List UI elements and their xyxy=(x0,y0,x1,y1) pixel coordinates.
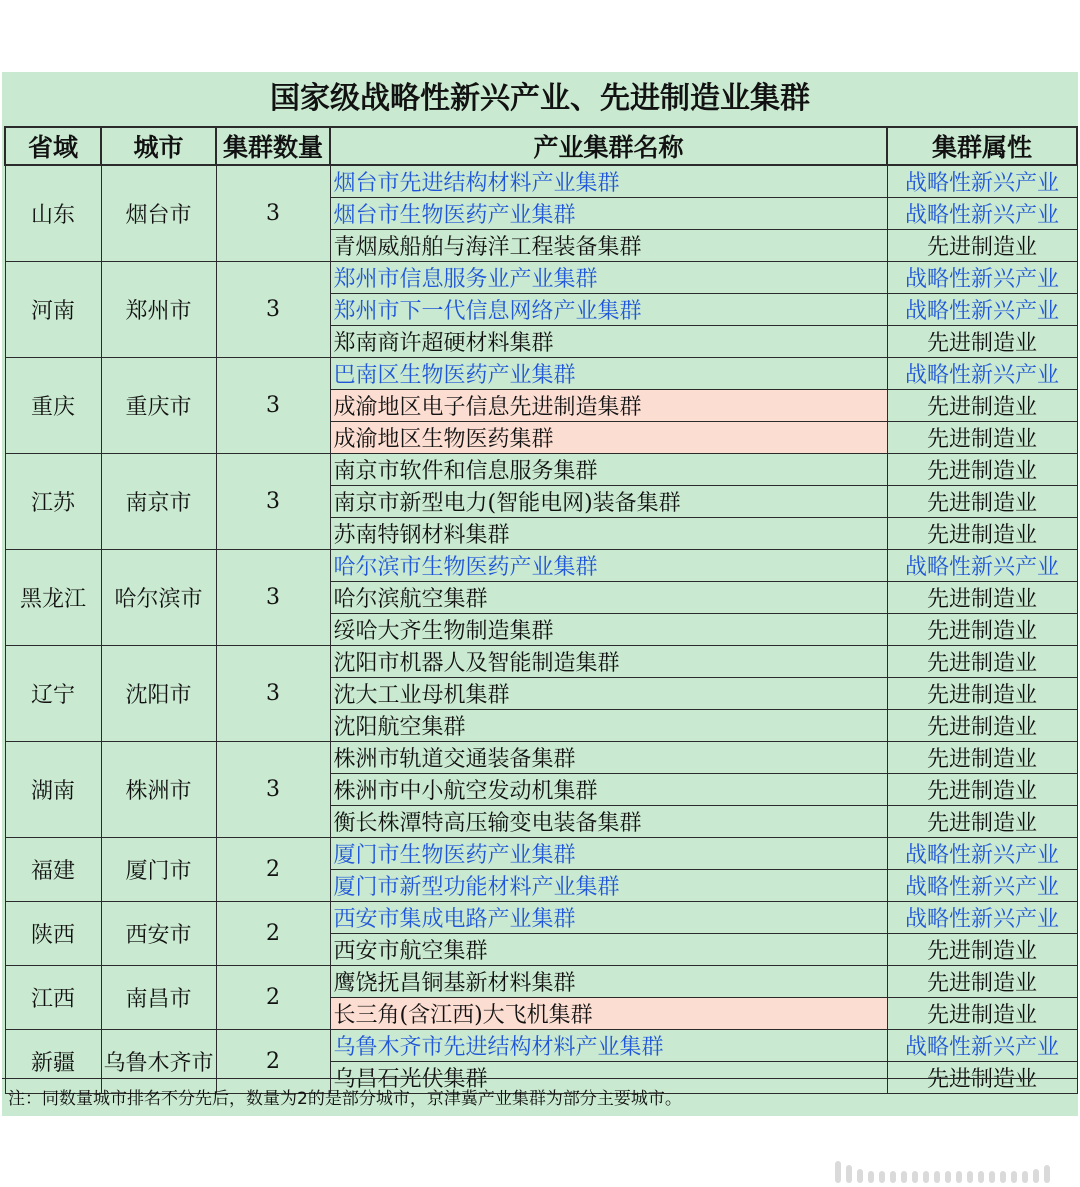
city-cell[interactable]: 南京市 xyxy=(101,454,216,550)
cluster-attribute-cell[interactable]: 先进制造业 xyxy=(887,582,1077,614)
province-cell[interactable]: 江西 xyxy=(5,966,101,1030)
cluster-name-cell[interactable]: 巴南区生物医药产业集群 xyxy=(330,358,887,390)
cluster-attribute-cell[interactable]: 战略性新兴产业 xyxy=(887,550,1077,582)
cluster-name-cell[interactable]: 南京市新型电力(智能电网)装备集群 xyxy=(330,486,887,518)
cluster-name-cell[interactable]: 绥哈大齐生物制造集群 xyxy=(330,614,887,646)
indicator-tick xyxy=(846,1165,852,1183)
cluster-attribute-cell[interactable]: 战略性新兴产业 xyxy=(887,1030,1077,1062)
header-city[interactable]: 城市 xyxy=(101,127,216,165)
cluster-attribute-cell[interactable]: 先进制造业 xyxy=(887,678,1077,710)
cluster-attribute-cell[interactable]: 先进制造业 xyxy=(887,486,1077,518)
indicator-tick xyxy=(857,1169,863,1183)
cluster-attribute-cell[interactable]: 战略性新兴产业 xyxy=(887,198,1077,230)
city-cell[interactable]: 西安市 xyxy=(101,902,216,966)
cluster-attribute-cell[interactable]: 先进制造业 xyxy=(887,230,1077,262)
cluster-name-cell[interactable]: 苏南特钢材料集群 xyxy=(330,518,887,550)
city-cell[interactable]: 乌鲁木齐市 xyxy=(101,1030,216,1094)
indicator-tick xyxy=(890,1171,896,1183)
cluster-name-cell[interactable]: 衡长株潭特高压输变电装备集群 xyxy=(330,806,887,838)
province-cell[interactable]: 河南 xyxy=(5,262,101,358)
count-cell[interactable]: 2 xyxy=(216,902,330,966)
cluster-name-cell[interactable]: 成渝地区电子信息先进制造集群 xyxy=(330,390,887,422)
cluster-attribute-cell[interactable]: 先进制造业 xyxy=(887,326,1077,358)
cluster-attribute-cell[interactable]: 先进制造业 xyxy=(887,998,1077,1030)
cluster-name-cell[interactable]: 株洲市轨道交通装备集群 xyxy=(330,742,887,774)
table-row xyxy=(5,358,1077,390)
indicator-tick xyxy=(868,1171,874,1183)
province-cell[interactable]: 辽宁 xyxy=(5,646,101,742)
header-cluster-attribute[interactable]: 集群属性 xyxy=(887,127,1077,165)
table-row xyxy=(5,742,1077,774)
city-cell[interactable]: 厦门市 xyxy=(101,838,216,902)
indicator-tick xyxy=(1022,1171,1028,1183)
cluster-name-cell[interactable]: 乌鲁木齐市先进结构材料产业集群 xyxy=(330,1030,887,1062)
indicator-tick xyxy=(945,1171,951,1183)
table-row xyxy=(5,966,1077,998)
table-row xyxy=(5,646,1077,678)
table-row xyxy=(5,902,1077,934)
cluster-name-cell[interactable]: 沈大工业母机集群 xyxy=(330,678,887,710)
indicator-tick xyxy=(1044,1165,1050,1183)
table-row xyxy=(5,838,1077,870)
cluster-attribute-cell[interactable]: 战略性新兴产业 xyxy=(887,165,1077,198)
indicator-tick xyxy=(912,1171,918,1183)
cluster-table xyxy=(4,126,1078,1094)
table-row xyxy=(5,454,1077,486)
cluster-name-cell[interactable]: 郑州市信息服务业产业集群 xyxy=(330,262,887,294)
province-cell[interactable]: 陕西 xyxy=(5,902,101,966)
cluster-attribute-cell[interactable]: 战略性新兴产业 xyxy=(887,838,1077,870)
cluster-attribute-cell[interactable]: 先进制造业 xyxy=(887,806,1077,838)
province-cell[interactable]: 湖南 xyxy=(5,742,101,838)
cluster-attribute-cell[interactable]: 先进制造业 xyxy=(887,390,1077,422)
city-cell[interactable]: 株洲市 xyxy=(101,742,216,838)
count-cell[interactable]: 3 xyxy=(216,646,330,742)
cluster-attribute-cell[interactable]: 战略性新兴产业 xyxy=(887,262,1077,294)
header-row xyxy=(5,127,1077,165)
cluster-attribute-cell[interactable]: 先进制造业 xyxy=(887,422,1077,454)
city-cell[interactable]: 重庆市 xyxy=(101,358,216,454)
cluster-attribute-cell[interactable]: 先进制造业 xyxy=(887,774,1077,806)
indicator-tick xyxy=(835,1161,841,1183)
indicator-tick xyxy=(1033,1169,1039,1183)
province-cell[interactable]: 江苏 xyxy=(5,454,101,550)
cluster-name-cell[interactable]: 青烟威船舶与海洋工程装备集群 xyxy=(330,230,887,262)
count-cell[interactable]: 3 xyxy=(216,454,330,550)
cluster-name-cell[interactable]: 哈尔滨市生物医药产业集群 xyxy=(330,550,887,582)
table-row xyxy=(5,1030,1077,1062)
indicator-tick xyxy=(1011,1171,1017,1183)
count-cell[interactable]: 3 xyxy=(216,550,330,646)
cluster-attribute-cell[interactable]: 战略性新兴产业 xyxy=(887,902,1077,934)
indicator-tick xyxy=(901,1171,907,1183)
cluster-attribute-cell[interactable]: 先进制造业 xyxy=(887,1062,1077,1094)
count-cell[interactable]: 2 xyxy=(216,1030,330,1094)
province-cell[interactable]: 福建 xyxy=(5,838,101,902)
cluster-attribute-cell[interactable]: 先进制造业 xyxy=(887,518,1077,550)
cluster-name-cell[interactable]: 郑南商许超硬材料集群 xyxy=(330,326,887,358)
table-row xyxy=(5,165,1077,198)
indicator-tick xyxy=(978,1171,984,1183)
cluster-name-cell[interactable]: 烟台市先进结构材料产业集群 xyxy=(330,165,887,198)
cluster-attribute-cell[interactable]: 先进制造业 xyxy=(887,966,1077,998)
cluster-name-cell[interactable]: 郑州市下一代信息网络产业集群 xyxy=(330,294,887,326)
table-row xyxy=(5,262,1077,294)
cluster-attribute-cell[interactable]: 先进制造业 xyxy=(887,742,1077,774)
cluster-name-cell[interactable]: 厦门市新型功能材料产业集群 xyxy=(330,870,887,902)
cluster-name-cell[interactable]: 成渝地区生物医药集群 xyxy=(330,422,887,454)
table-body xyxy=(5,165,1077,1094)
cluster-attribute-cell[interactable]: 先进制造业 xyxy=(887,614,1077,646)
indicator-tick xyxy=(967,1171,973,1183)
count-cell[interactable]: 3 xyxy=(216,262,330,358)
count-cell[interactable]: 3 xyxy=(216,165,330,262)
indicator-tick xyxy=(923,1171,929,1183)
cluster-name-cell[interactable]: 沈阳市机器人及智能制造集群 xyxy=(330,646,887,678)
city-cell[interactable]: 烟台市 xyxy=(101,165,216,262)
cluster-name-cell[interactable]: 乌昌石光伏集群 xyxy=(330,1062,887,1094)
cluster-name-cell[interactable]: 株洲市中小航空发动机集群 xyxy=(330,774,887,806)
cluster-name-cell[interactable]: 南京市软件和信息服务集群 xyxy=(330,454,887,486)
city-cell[interactable]: 郑州市 xyxy=(101,262,216,358)
cluster-name-cell[interactable]: 西安市航空集群 xyxy=(330,934,887,966)
footer-divider xyxy=(2,1078,1078,1079)
cluster-name-cell[interactable]: 沈阳航空集群 xyxy=(330,710,887,742)
cluster-name-cell[interactable]: 西安市集成电路产业集群 xyxy=(330,902,887,934)
header-province[interactable]: 省域 xyxy=(5,127,101,165)
cluster-attribute-cell[interactable]: 先进制造业 xyxy=(887,710,1077,742)
indicator-tick xyxy=(879,1171,885,1183)
cluster-attribute-cell[interactable]: 先进制造业 xyxy=(887,646,1077,678)
footnote: 注：同数量城市排名不分先后，数量为2的是部分城市，京津冀产业集群为部分主要城市。 xyxy=(8,1089,682,1109)
header-count[interactable]: 集群数量 xyxy=(216,127,330,165)
table-title: 国家级战略性新兴产业、先进制造业集群 xyxy=(270,81,810,116)
table-row xyxy=(5,550,1077,582)
province-cell[interactable]: 新疆 xyxy=(5,1030,101,1094)
cluster-name-cell[interactable]: 长三角(含江西)大飞机集群 xyxy=(330,998,887,1030)
count-cell[interactable]: 2 xyxy=(216,838,330,902)
cluster-name-cell[interactable]: 哈尔滨航空集群 xyxy=(330,582,887,614)
indicator-tick xyxy=(1000,1171,1006,1183)
indicator-tick xyxy=(934,1171,940,1183)
city-cell[interactable]: 南昌市 xyxy=(101,966,216,1030)
cluster-name-cell[interactable]: 厦门市生物医药产业集群 xyxy=(330,838,887,870)
count-cell[interactable]: 2 xyxy=(216,966,330,1030)
province-cell[interactable]: 黑龙江 xyxy=(5,550,101,646)
city-cell[interactable]: 哈尔滨市 xyxy=(101,550,216,646)
city-cell[interactable]: 沈阳市 xyxy=(101,646,216,742)
count-cell[interactable]: 3 xyxy=(216,742,330,838)
count-cell[interactable]: 3 xyxy=(216,358,330,454)
cluster-attribute-cell[interactable]: 战略性新兴产业 xyxy=(887,294,1077,326)
cluster-attribute-cell[interactable]: 先进制造业 xyxy=(887,454,1077,486)
cluster-name-cell[interactable]: 烟台市生物医药产业集群 xyxy=(330,198,887,230)
province-cell[interactable]: 重庆 xyxy=(5,358,101,454)
indicator-tick xyxy=(956,1171,962,1183)
cluster-attribute-cell[interactable]: 战略性新兴产业 xyxy=(887,358,1077,390)
cluster-name-cell[interactable]: 鹰饶抚昌铜基新材料集群 xyxy=(330,966,887,998)
cluster-attribute-cell[interactable]: 战略性新兴产业 xyxy=(887,870,1077,902)
province-cell[interactable]: 山东 xyxy=(5,165,101,262)
indicator-tick xyxy=(989,1171,995,1183)
cluster-attribute-cell[interactable]: 先进制造业 xyxy=(887,934,1077,966)
header-cluster-name[interactable]: 产业集群名称 xyxy=(330,127,887,165)
image-strip-indicator[interactable] xyxy=(835,1157,1070,1183)
